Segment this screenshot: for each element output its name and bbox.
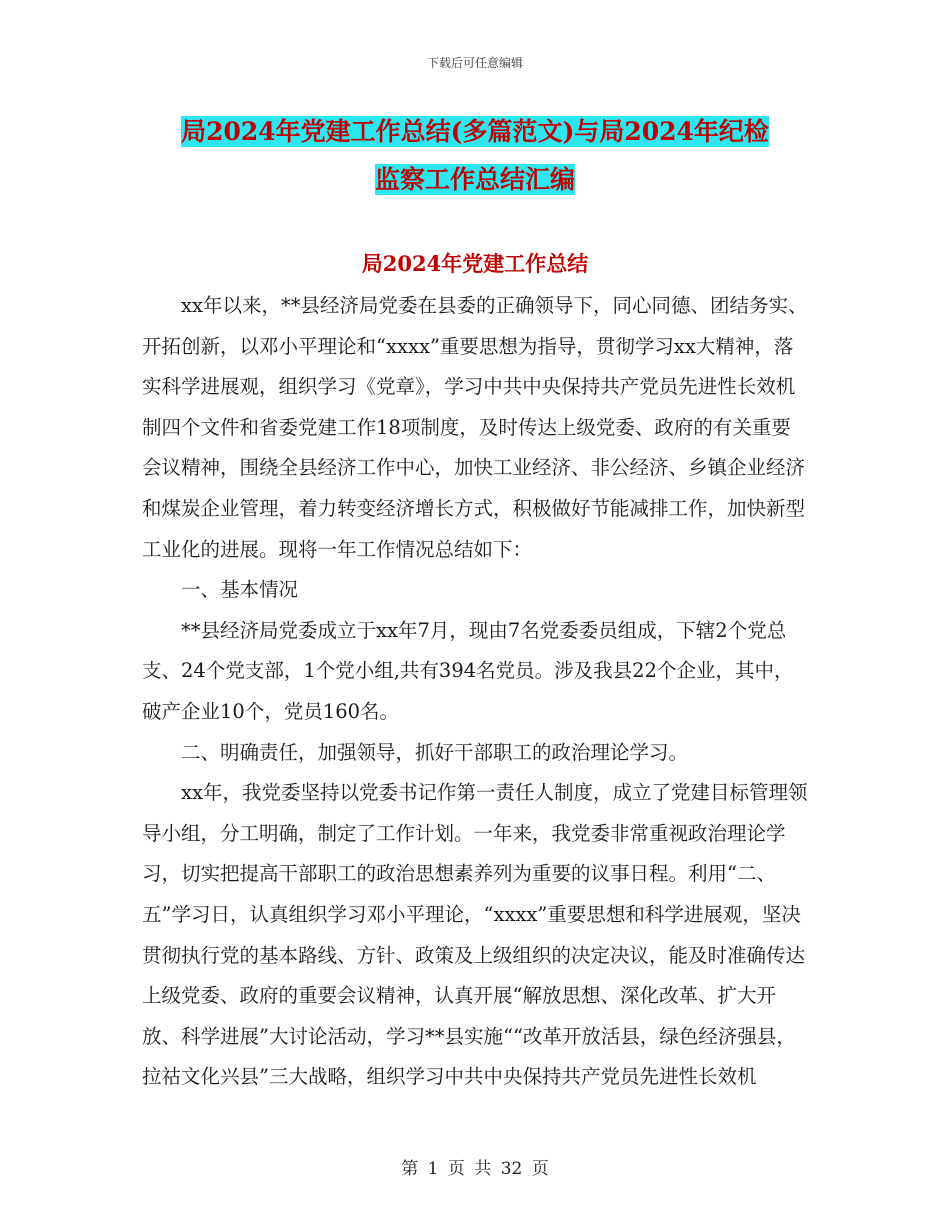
paragraph-intro: xx年以来，**县经济局党委在县委的正确领导下，同心同德、团结务实、开拓创新，以邓小平理论和“xxxx”重要思想为指导，贯彻学习xx大精神，落实科学进展观，组织学习《党章》，学习中共中央保持共产党员先进性长效机制四个文件和省委党建工作18项制度，及时传达上级党委、政府的有关重要会议精神，围绕全县经济工作中心，加快工业经济、非公经济、乡镇企业经济和煤炭企业管理，着力转变经济增长方式，积极做好节能减排工作，加快新型工业化的进展。现将一年工作情况总结如下： <box>142 294 808 561</box>
title-line-2: 监察工作总结汇编 <box>374 165 575 194</box>
document-title <box>120 108 830 204</box>
heading-basic-situation: 一、基本情况 <box>181 578 299 602</box>
section-title: 局2024年党建工作总结 <box>361 251 589 276</box>
heading-responsibility: 二、明确责任，加强领导，抓好干部职工的政治理论学习。 <box>181 740 689 764</box>
paragraph-basic-situation: **县经济局党委成立于xx年7月，现由7名党委委员组成，下辖2个党总支、24个党支部，1个党小组,共有394名党员。涉及我县22个企业，其中，破产企业10个，党员160名。 <box>142 618 794 723</box>
title-line-1: 局2024年党建工作总结(多篇范文)与局2024年纪检 <box>181 117 769 146</box>
page-footer: 第 1 页 共 32 页 <box>401 1159 549 1179</box>
header-note: 下载后可任意编辑 <box>426 56 523 70</box>
paragraph-responsibility: xx年，我党委坚持以党委书记作第一责任人制度，成立了党建目标管理领导小组，分工明确，制定了工作计划。一年来，我党委非常重视政治理论学习，切实把提高干部职工的政治思想素养列为重要的议事日程。利用“二、五”学习日，认真组织学习邓小平理论，“xxxx”重要思想和科学进展观，坚决贯彻执行党的基本路线、方针、政策及上级组织的决定决议，能及时准确传达上级党委、政府的重要会议精神，认真开展“解放思想、深化改革、扩大开放、科学进展”大讨论活动，学习**县实施““改革开放活县，绿色经济强县，拉祜文化兴县”三大战略，组织学习中共中央保持共产党员先进性长效机 <box>142 781 808 1089</box>
document-body <box>142 286 810 1098</box>
